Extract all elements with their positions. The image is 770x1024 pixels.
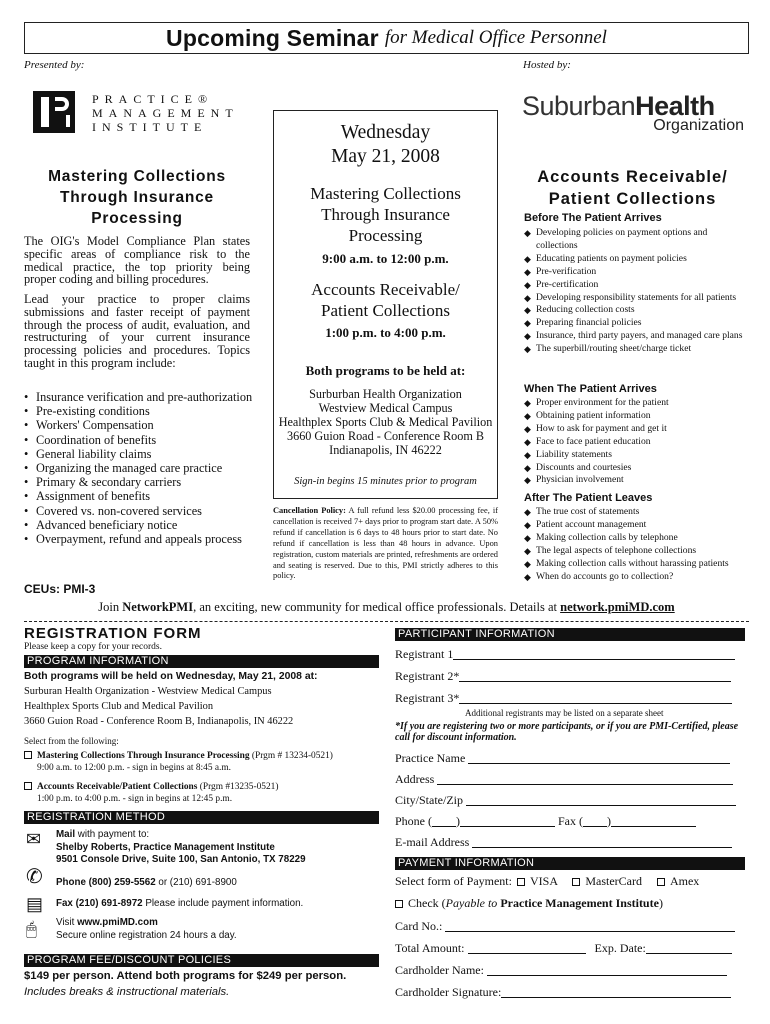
mail-icon: ✉ [26, 829, 42, 849]
mail-instructions: Mail with payment to: Shelby Roberts, Practice Management Institute 9501 Console Drive, Suite 100, San Antonio, TX 78229 [56, 829, 306, 865]
check-checkbox[interactable] [395, 900, 403, 908]
list-item: ◆ The true cost of statements [524, 506, 749, 519]
amex-checkbox[interactable] [657, 878, 665, 886]
list-item: • Coordination of benefits [24, 433, 254, 447]
program1-checkbox[interactable] [24, 751, 32, 759]
after-leaves-list [524, 506, 749, 583]
list-item: • Organizing the managed care practice [24, 461, 254, 475]
total-expiry-field[interactable]: Total Amount: Exp. Date: [395, 941, 745, 956]
list-item: ◆ Liability statements [524, 449, 749, 462]
website-link[interactable]: www.pmiMD.com [77, 917, 158, 928]
cardholder-signature-field[interactable]: Cardholder Signature: [395, 985, 745, 1000]
both-held-text: Both programs will be held on Wednesday, May 21, 2008 at: [24, 671, 318, 682]
select-from-label: Select from the following: [24, 736, 119, 746]
keep-copy-note: Please keep a copy for your records. [24, 642, 162, 652]
phone-instructions: Phone (800) 259-5562 or (210) 691-8900 [56, 877, 237, 888]
visa-checkbox[interactable] [517, 878, 525, 886]
program2-time: 1:00 p.m. to 4:00 p.m. [325, 325, 446, 340]
list-item: • Workers' Compensation [24, 418, 254, 432]
program-info-bar: PROGRAM INFORMATION [24, 655, 379, 668]
hosted-by-label: Hosted by: [523, 59, 571, 71]
program1-title: Mastering Collections Through Insurance Processing [310, 184, 461, 245]
list-item: • Assignment of benefits [24, 489, 254, 503]
left-lead-paragraph: Lead your practice to proper claims submissions and faster receipt of payment through the process of audit, evaluation, and restructuring of your current insurance processing policies and procedures. Topics taught in this program include: [24, 292, 250, 370]
program2-checkbox[interactable] [24, 782, 32, 790]
list-item: ◆ Developing policies on payment options and collections [524, 227, 749, 253]
list-item: ◆ How to ask for payment and get it [524, 423, 749, 436]
email-field[interactable]: E-mail Address [395, 835, 745, 850]
list-item: ◆ Making collection calls by telephone [524, 532, 749, 545]
suburban-health-logo: SuburbanHealth Organization [522, 91, 744, 134]
program2-title: Accounts Receivable/ Patient Collections [311, 280, 460, 320]
list-item: ◆ Developing responsibility statements for all patients [524, 292, 749, 305]
event-date: May 21, 2008 [331, 146, 440, 167]
list-item: • Covered vs. non-covered services [24, 504, 254, 518]
practice-name-field[interactable]: Practice Name [395, 751, 745, 766]
ceus-label: CEUs: PMI-3 [24, 582, 96, 596]
list-item: ◆ The legal aspects of telephone collections [524, 545, 749, 558]
list-item: • Overpayment, refund and appeals process [24, 532, 254, 546]
topics-list [24, 390, 254, 546]
check-option[interactable]: Check (Payable to Practice Management Institute) [395, 896, 745, 911]
join-banner: Join NetworkPMI, an exciting, new community for medical office professionals. Details at network.pmiMD.com [98, 600, 675, 614]
list-item: • General liability claims [24, 447, 254, 461]
program1-time: 9:00 a.m. to 12:00 p.m. [322, 251, 449, 266]
list-item: ◆ When do accounts go to collection? [524, 571, 749, 584]
list-item: ◆ Obtaining patient information [524, 410, 749, 423]
list-item: ◆ Making collection calls without harassing patients [524, 558, 749, 571]
pmi-logo-icon [33, 91, 75, 133]
network-link[interactable]: network.pmiMD.com [560, 600, 675, 614]
when-arrives-list [524, 397, 749, 487]
program2-option[interactable]: Accounts Receivable/Patient Collections (Prgm #13235-0521) 1:00 p.m. to 4:00 p.m. - sign in begins at 12:45 p.m. [24, 781, 379, 805]
phone-fax-field[interactable]: Phone ( ) Fax ( ) [395, 814, 745, 829]
list-item: ◆ Face to face patient education [524, 436, 749, 449]
left-program-title: Mastering Collections Through Insurance Processing [48, 168, 226, 227]
program1-option[interactable]: Mastering Collections Through Insurance Processing (Prgm # 13234-0521) 9:00 a.m. to 12:00 p.m. - sign in begins at 8:45 a.m. [24, 750, 379, 774]
payment-info-bar: PAYMENT INFORMATION [395, 857, 745, 870]
card-number-field[interactable]: Card No.: [395, 919, 745, 934]
list-item: ◆ Discounts and courtesies [524, 462, 749, 475]
list-item: ◆ Pre-certification [524, 279, 749, 292]
fax-icon: ▤ [26, 894, 44, 914]
list-item: ◆ Physician involvement [524, 474, 749, 487]
section-heading: Before The Patient Arrives [524, 212, 662, 224]
web-instructions: Visit www.pmiMD.com Secure online registration 24 hours a day. [56, 917, 237, 941]
additional-registrants-note: Additional registrants may be listed on a separate sheet [465, 708, 664, 718]
list-item: ◆ Proper environment for the patient [524, 397, 749, 410]
mastercard-checkbox[interactable] [572, 878, 580, 886]
left-intro-paragraph: The OIG's Model Compliance Plan states specific areas of compliance risk to the medical practice, the top priority being proper coding and billing procedures. [24, 234, 250, 287]
city-state-zip-field[interactable]: City/State/Zip [395, 793, 745, 808]
registrant-1-field[interactable]: Registrant 1 [395, 647, 745, 662]
list-item: ◆ Preparing financial policies [524, 317, 749, 330]
fax-instructions: Fax (210) 691-8972 Please include payment information. [56, 898, 304, 909]
registrant-2-field[interactable]: Registrant 2* [395, 669, 745, 684]
right-program-title: Accounts Receivable/ Patient Collections [537, 168, 728, 208]
cut-line-divider [24, 621, 749, 622]
cancellation-policy: Cancellation Policy: A full refund less $20.00 processing fee, if cancellation is received 7+ days prior to program start date. A 50% refund if cancellation is 6 days to 48 hours prior to start date. No refund if cancellation is less than 48 hours in advance. Upon registration, custom materials are printed, refreshments are ordered and seating is reserved. Due to this, PMI strictly adheres to this policy. [273, 506, 498, 581]
fee-note: Includes breaks & instructional materials. [24, 986, 230, 998]
list-item: ◆ Reducing collection costs [524, 304, 749, 317]
list-item: • Insurance verification and pre-authorization [24, 390, 254, 404]
list-item: ◆ Educating patients on payment policies [524, 253, 749, 266]
phone-icon: ✆ [26, 866, 43, 888]
registrant-3-field[interactable]: Registrant 3* [395, 691, 745, 706]
presented-by-label: Presented by: [24, 59, 85, 71]
list-item: • Pre-existing conditions [24, 404, 254, 418]
form-address: Surburan Health Organization - Westview Medical Campus Healthplex Sports Club and Medical Pavilion 3660 Guion Road - Conference Room B, Indianapolis, IN 46222 [24, 686, 294, 727]
participant-info-bar: PARTICIPANT INFORMATION [395, 628, 745, 641]
pmi-logo-text: PRACTICE® MANAGEMENT INSTITUTE [92, 92, 239, 134]
registration-form-title: REGISTRATION FORM [24, 625, 202, 642]
venue-address: Surburban Health Organization Westview Medical Campus Healthplex Sports Club & Medical Pavilion 3660 Guion Road - Conference Room B Indianapolis, IN 46222 [278, 387, 493, 457]
mouse-icon: 🖱 [26, 919, 37, 939]
discount-note: *If you are registering two or more participants, or if you are PMI-Certified, please call for discount information. [395, 721, 739, 743]
payment-method-row: Select form of Payment: VISA MasterCard Amex [395, 874, 700, 888]
list-item: ◆ The superbill/routing sheet/charge ticket [524, 343, 749, 356]
fee-text: $149 per person. Attend both programs for $249 per person. [24, 970, 347, 982]
registration-method-bar: REGISTRATION METHOD [24, 811, 379, 824]
list-item: ◆ Patient account management [524, 519, 749, 532]
header-title: Upcoming Seminar [166, 24, 379, 51]
fee-policies-bar: PROGRAM FEE/DISCOUNT POLICIES [24, 954, 379, 967]
section-heading: After The Patient Leaves [524, 492, 653, 504]
event-day: Wednesday [340, 122, 431, 143]
list-item: • Advanced beneficiary notice [24, 518, 254, 532]
before-arrival-list [524, 227, 749, 356]
section-heading: When The Patient Arrives [524, 383, 657, 395]
list-item: ◆ Insurance, third party payers, and managed care plans [524, 330, 749, 343]
list-item: ◆ Pre-verification [524, 266, 749, 279]
list-item: • Primary & secondary carriers [24, 475, 254, 489]
event-details-box [273, 110, 498, 499]
venue-heading: Both programs to be held at: [305, 363, 466, 378]
signin-note: Sign-in begins 15 minutes prior to program [294, 476, 477, 487]
address-field[interactable]: Address [395, 772, 745, 787]
cardholder-name-field[interactable]: Cardholder Name: [395, 963, 745, 978]
header-subtitle: for Medical Office Personnel [384, 27, 607, 48]
seminar-header [24, 22, 749, 54]
